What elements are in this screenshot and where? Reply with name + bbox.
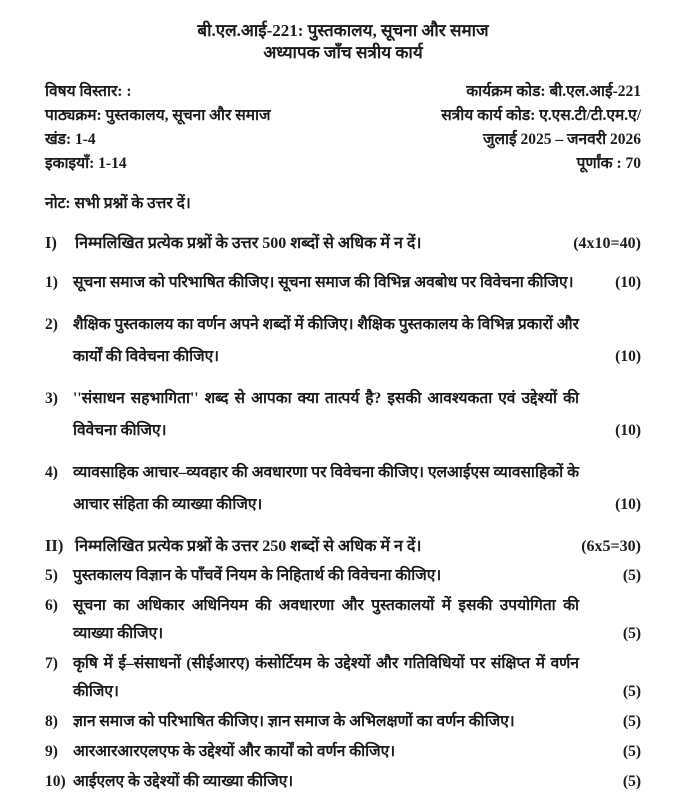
question-7-text: कृषि में ई–संसाधनों (सीईआरए) कंसोर्टियम के उद्देश्यों और गतिविधियों पर संक्षिप्त में वर्णन कीजिए।	[73, 655, 579, 700]
question-7	[45, 650, 641, 706]
assignment-type-line: अध्यापक जाँच सत्रीय कार्य	[263, 43, 423, 62]
blocks-range: खंड: 1-4	[45, 131, 96, 148]
question-9	[45, 738, 641, 766]
question-5-text: पुस्तकालय विज्ञान के पाँचवें नियम के निहितार्थ की विवेचना कीजिए।	[73, 567, 442, 584]
section-two-marks: (6x5=30)	[581, 538, 641, 555]
total-marks: पूर्णांक : 70	[576, 155, 641, 172]
question-2-marks: (10)	[615, 348, 641, 365]
section-two-instruction: निम्मलिखित प्रत्येक प्रश्नों के उत्तर 250 शब्दों से अधिक में न दें।	[75, 538, 422, 555]
question-6-marks: (5)	[622, 625, 641, 642]
question-4-text: व्यावसाहिक आचार–व्यवहार की अवधारणा पर विवेचना कीजिए। एलआईएस व्यावसाहिकों के आचार संहिता की व्याख्या कीजिए।	[73, 464, 579, 513]
question-7-marks: (5)	[622, 683, 641, 700]
question-2-text: शैक्षिक पुस्तकालय का वर्णन अपने शब्दों में कीजिए। शैक्षिक पुस्तकालय के विभिन्न प्रकारों और कार्यों की विवेचना कीजिए।	[73, 316, 579, 365]
question-2	[45, 309, 641, 373]
question-8-marks: (5)	[622, 713, 641, 730]
question-10-text: आईएलए के उद्देश्यों की व्याख्या कीजिए।	[73, 773, 294, 790]
question-9-marks: (5)	[622, 743, 641, 760]
question-5	[45, 562, 641, 590]
question-8	[45, 708, 641, 736]
question-3	[45, 383, 641, 447]
section-one	[45, 230, 641, 521]
course-name: पाठ्यक्रम: पुस्तकालय, सूचना और समाज	[45, 107, 271, 124]
units-range: इकाइयाँ: 1-14	[45, 155, 127, 172]
question-1	[45, 267, 641, 299]
coverage-label: विषय विस्तार: :	[45, 83, 132, 100]
section-two-header	[45, 533, 641, 560]
section-two-label: II)	[45, 536, 64, 555]
question-7-number: 7)	[45, 655, 58, 672]
question-3-text: ''संसाधन सहभागिता'' शब्द से आपका क्या तात्पर्य है? इसकी आवश्यकता एवं उद्देश्यों की विवेचना कीजिए।	[73, 390, 579, 439]
question-2-number: 2)	[45, 316, 58, 333]
note-line: नोट: सभी प्रश्नों के उत्तर दें।	[45, 195, 191, 212]
course-meta-left	[45, 80, 271, 176]
question-9-number: 9)	[45, 743, 58, 760]
section-one-label: I)	[45, 233, 57, 252]
question-1-text: सूचना समाज को परिभाषित कीजिए। सूचना समाज की विभिन्न अवबोध पर विवेचना कीजिए।	[73, 274, 574, 291]
question-6-text: सूचना का अधिकार अधिनियम की अवधारणा और पुस्तकालयों में इसकी उपयोगिता की व्याख्या कीजिए।	[73, 597, 579, 642]
document-title	[45, 20, 641, 64]
question-3-number: 3)	[45, 390, 58, 407]
question-10-marks: (5)	[622, 773, 641, 790]
question-10-number: 10)	[45, 773, 66, 790]
question-6-number: 6)	[45, 597, 58, 614]
question-3-marks: (10)	[615, 422, 641, 439]
session-period: जुलाई 2025 – जनवरी 2026	[483, 131, 641, 148]
question-6	[45, 592, 641, 648]
question-8-text: ज्ञान समाज को परिभाषित कीजिए। ज्ञान समाज के अभिलक्षणों का वर्णन कीजिए।	[73, 713, 515, 730]
course-title-line: बी.एल.आई-221: पुस्तकालय, सूचना और समाज	[197, 21, 489, 40]
section-one-instruction: निम्मलिखित प्रत्येक प्रश्नों के उत्तर 500 शब्दों से अधिक में न दें।	[75, 235, 422, 252]
programme-code: कार्यक्रम कोड: बी.एल.आई-221	[466, 83, 641, 100]
question-4-number: 4)	[45, 464, 58, 481]
section-one-marks: (4x10=40)	[573, 235, 641, 252]
question-4-marks: (10)	[615, 496, 641, 513]
question-8-number: 8)	[45, 713, 58, 730]
question-10	[45, 768, 641, 796]
section-two	[45, 533, 641, 796]
assignment-code: सत्रीय कार्य कोड: ए.एस.टी/टी.एम.ए/	[441, 107, 641, 124]
question-1-marks: (10)	[615, 274, 641, 291]
question-5-number: 5)	[45, 567, 58, 584]
question-1-number: 1)	[45, 274, 58, 291]
section-one-header	[45, 230, 641, 257]
question-9-text: आरआरआरएलएफ के उद्देश्यों और कार्यों को वर्णन कीजिए।	[73, 743, 396, 760]
question-4	[45, 457, 641, 521]
course-meta-block	[45, 80, 641, 176]
course-meta-right	[441, 80, 641, 176]
question-5-marks: (5)	[622, 567, 641, 584]
